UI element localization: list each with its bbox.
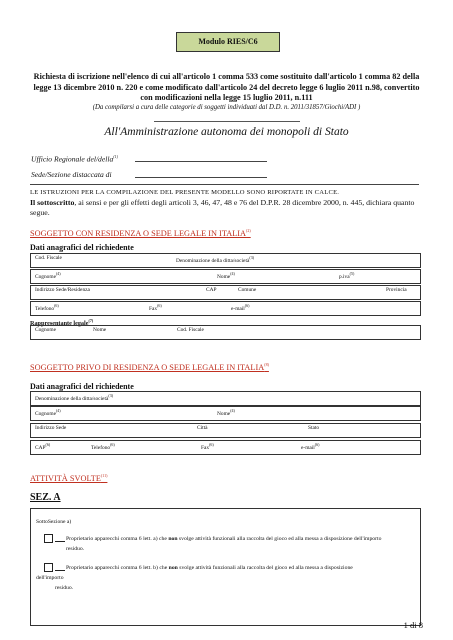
form-row-cognome[interactable]	[30, 406, 421, 421]
form-row-contatti[interactable]	[30, 440, 421, 455]
stato-label: Stato	[308, 425, 320, 431]
nome-label: Nome$^{(4)}$	[217, 408, 235, 417]
cod-fiscale-label: Cod. Fiscale	[35, 255, 62, 261]
citta-label: Città	[197, 425, 208, 431]
page-number: 1 di 8	[403, 620, 423, 630]
instructions-caps: LE ISTRUZIONI PER LA COMPILAZIONE DEL PRESENTE MODELLO SONO RIPORTATE IN CALCE.	[30, 189, 340, 196]
anagrafici-title: Dati anagrafici del richiedente	[30, 243, 134, 252]
option1-text-cont: residuo.	[66, 546, 85, 552]
indirizzo-label: Indirizzo Sede/Residenza	[35, 287, 90, 293]
email-label: e-mail$^{(6)}$	[231, 303, 250, 312]
form-row-codfiscale[interactable]	[30, 253, 421, 268]
admin-heading: All'Amministrazione autonoma dei monopoli di Stato	[104, 126, 349, 138]
comune-label: Comune	[238, 287, 257, 293]
instructions-lead: Il sottoscritto	[30, 198, 75, 207]
denominazione-label: Denominazione della ditta/società$^{(3)}$	[176, 255, 255, 264]
rappresentante-title: Rappresentante legale$^{(7)}$	[30, 318, 94, 328]
sottosezione-label: SottoSezione a)	[36, 519, 72, 525]
piva-label: p.iva$^{(5)}$	[339, 271, 355, 280]
option2-text-end: residuo.	[55, 585, 74, 591]
form-row-indirizzo[interactable]	[30, 423, 421, 438]
cognome-label: Cognome$^{(4)}$	[35, 408, 61, 417]
sez-a-box	[30, 508, 421, 626]
cognome-label: Cognome	[35, 327, 56, 333]
option1-checkbox[interactable]	[44, 534, 53, 543]
nome-label: Nome	[93, 327, 107, 333]
fax-label: Fax$^{(6)}$	[149, 303, 162, 312]
form-row-contatti[interactable]	[30, 301, 421, 316]
intro-title: Richiesta di iscrizione nell'elenco di cui all'articolo 1 comma 533 come sostituito dall'articolo 1 comma 82 della legge 13 dicembre 2010 n. 220 e come modificato dall'articolo 24 del decreto legge 6 luglio 2011 n.98, convertito con modificazioni nella legge 15 luglio 2011, n.111	[33, 72, 420, 102]
provincia-label: Provincia	[386, 287, 407, 293]
email-label: e-mail$^{(6)}$	[301, 442, 320, 451]
section-title-nonresident: SOGGETTO PRIVO DI RESIDENZA O SEDE LEGALE IN ITALIA$^{(8)}$	[30, 362, 269, 372]
option2-text-cont: dell'importo	[36, 575, 64, 581]
cognome-label: Cognome$^{(4)}$	[35, 271, 61, 280]
denominazione-label: Denominazione della ditta/società$^{(3)}$	[35, 393, 114, 402]
modulo-label: Modulo RIES/C6	[176, 32, 280, 52]
cap-label: CAP	[206, 287, 217, 293]
option1-text: Proprietario apparecchi comma 6 lett. a) che non svolge attività funzionali alla raccolta del gioco ed alla messa a disposizione dell'importo	[66, 536, 382, 542]
cod-fiscale-label: Cod. Fiscale	[177, 327, 204, 333]
form-row-indirizzo[interactable]	[30, 285, 421, 300]
sede-field[interactable]	[135, 177, 267, 178]
office-field[interactable]	[135, 161, 267, 162]
instructions-body: , ai sensi e per gli effetti degli articoli 3, 46, 47, 48 e 76 del D.P.R. 28 dicembre 2000, n. 445, dichiara quanto segue.	[30, 198, 415, 217]
sez-a-title: SEZ. A	[30, 492, 61, 503]
divider	[30, 184, 419, 185]
divider	[55, 541, 65, 542]
section-title-resident: SOGGETTO CON RESIDENZA O SEDE LEGALE IN ITALIA$^{(2)}$	[30, 228, 251, 238]
fax-label: Fax$^{(6)}$	[201, 442, 214, 451]
indirizzo-label: Indirizzo Sede	[35, 425, 67, 431]
option2-text: Proprietario apparecchi comma 6 lett. b) che non svolge attività funzionali alla raccolta del gioco ed alla messa a disposizione	[66, 565, 353, 571]
cap-label: CAP$^{(6)}$	[35, 442, 51, 451]
telefono-label: Telefono$^{(6)}$	[91, 442, 115, 451]
intro-note: (Da compilarsi a cura delle categorie di soggetti individuati dal D.D. n. 2011/31857/Giochi/ADI )	[92, 104, 361, 111]
anagrafici-title: Dati anagrafici del richiedente	[30, 382, 134, 391]
form-row-denominazione[interactable]	[30, 391, 421, 406]
nome-label: Nome$^{(4)}$	[217, 271, 235, 280]
option2-checkbox[interactable]	[44, 563, 53, 572]
office-label: Ufficio Regionale del/della$^{(1)}$	[31, 154, 118, 164]
divider	[55, 570, 65, 571]
form-row-rappresentante[interactable]	[30, 325, 421, 340]
instructions	[30, 187, 422, 218]
divider	[154, 121, 300, 122]
telefono-label: Telefono$^{(6)}$	[35, 303, 59, 312]
sede-label: Sede/Sezione distaccata di	[31, 170, 112, 179]
section-title-attivita: ATTIVITÀ SVOLTE$^{(11)}$	[30, 473, 108, 483]
form-row-cognome[interactable]	[30, 269, 421, 284]
